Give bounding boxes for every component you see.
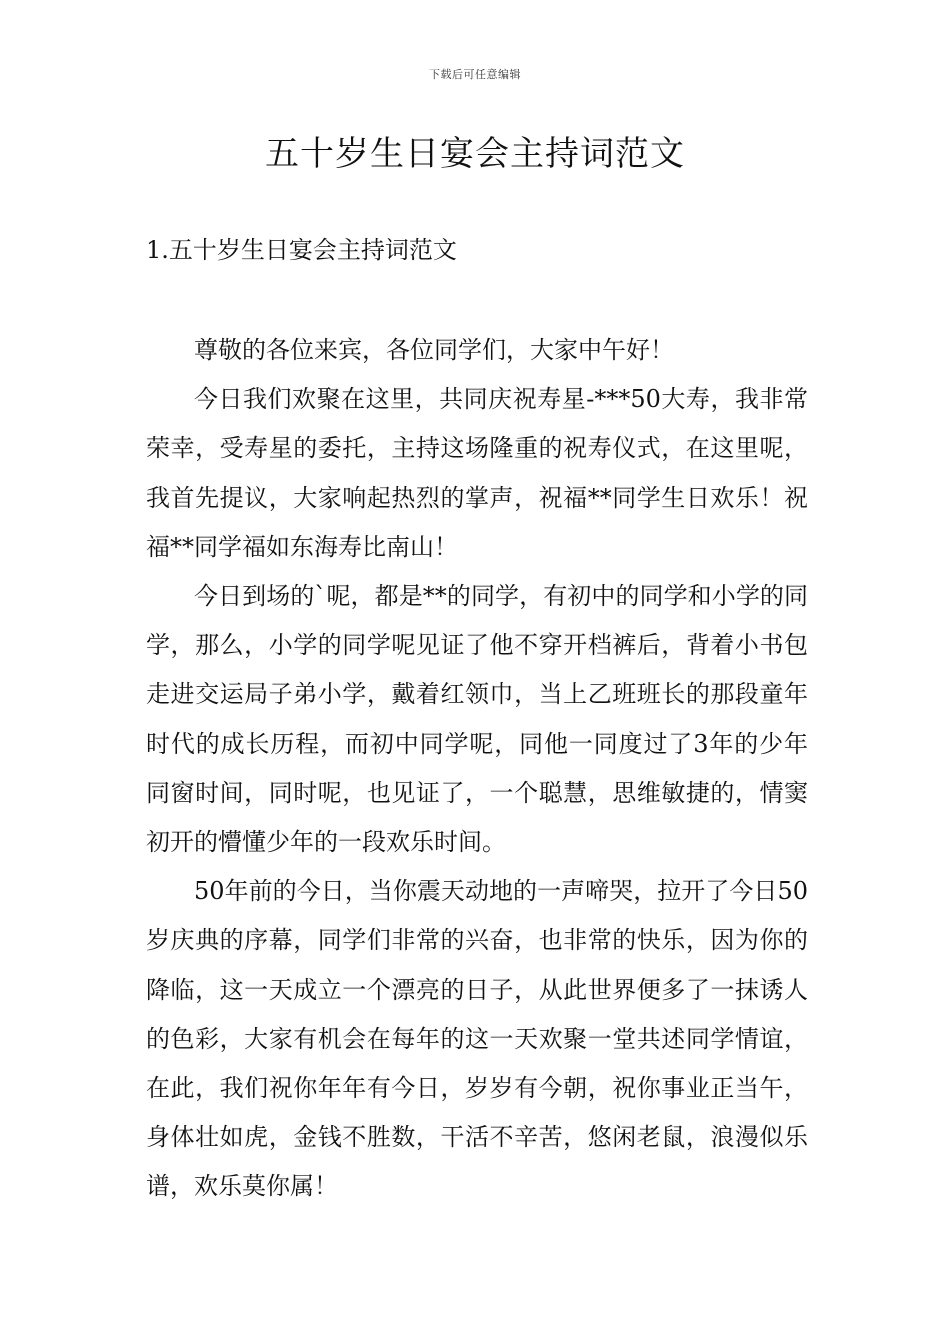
section-heading: 1.五十岁生日宴会主持词范文: [146, 236, 457, 264]
header-note: 下载后可任意编辑: [429, 68, 521, 81]
paragraph-blessing: 50年前的今日，当你震天动地的一声啼哭，拉开了今日50岁庆典的序幕，同学们非常的兴奋，也非常的快乐，因为你的降临，这一天成立一个漂亮的日子，从此世界便多了一抹诱人的色彩，大家有机会在每年的这一天欢聚一堂共述同学情谊，在此，我们祝你年年有今日，岁岁有今朝，祝你事业正当午，身体壮如虎，金钱不胜数，干活不辛苦，悠闲老鼠，浪漫似乐谱，欢乐莫你属！: [146, 877, 808, 1201]
paragraph-classmates: 今日到场的`呢，都是**的同学，有初中的同学和小学的同学，那么，小学的同学呢见证了他不穿开档裤后，背着小书包走进交运局子弟小学，戴着红领巾，当上乙班班长的那段童年时代的成长历程，而初中同学呢，同他一同度过了3年的少年同窗时间，同时呢，也见证了，一个聪慧，思维敏捷的，情窦初开的懵懂少年的一段欢乐时间。: [146, 582, 808, 857]
paragraph-opening: 今日我们欢聚在这里，共同庆祝寿星-***50大寿，我非常荣幸，受寿星的委托，主持这场隆重的祝寿仪式，在这里呢，我首先提议，大家响起热烈的掌声，祝福**同学生日欢乐！祝福**同学福如东海寿比南山！: [146, 385, 808, 561]
document-title: 五十岁生日宴会主持词范文: [265, 134, 685, 174]
paragraph-greeting: 尊敬的各位来宾，各位同学们，大家中午好！: [194, 336, 674, 364]
document-body: [146, 326, 808, 1212]
